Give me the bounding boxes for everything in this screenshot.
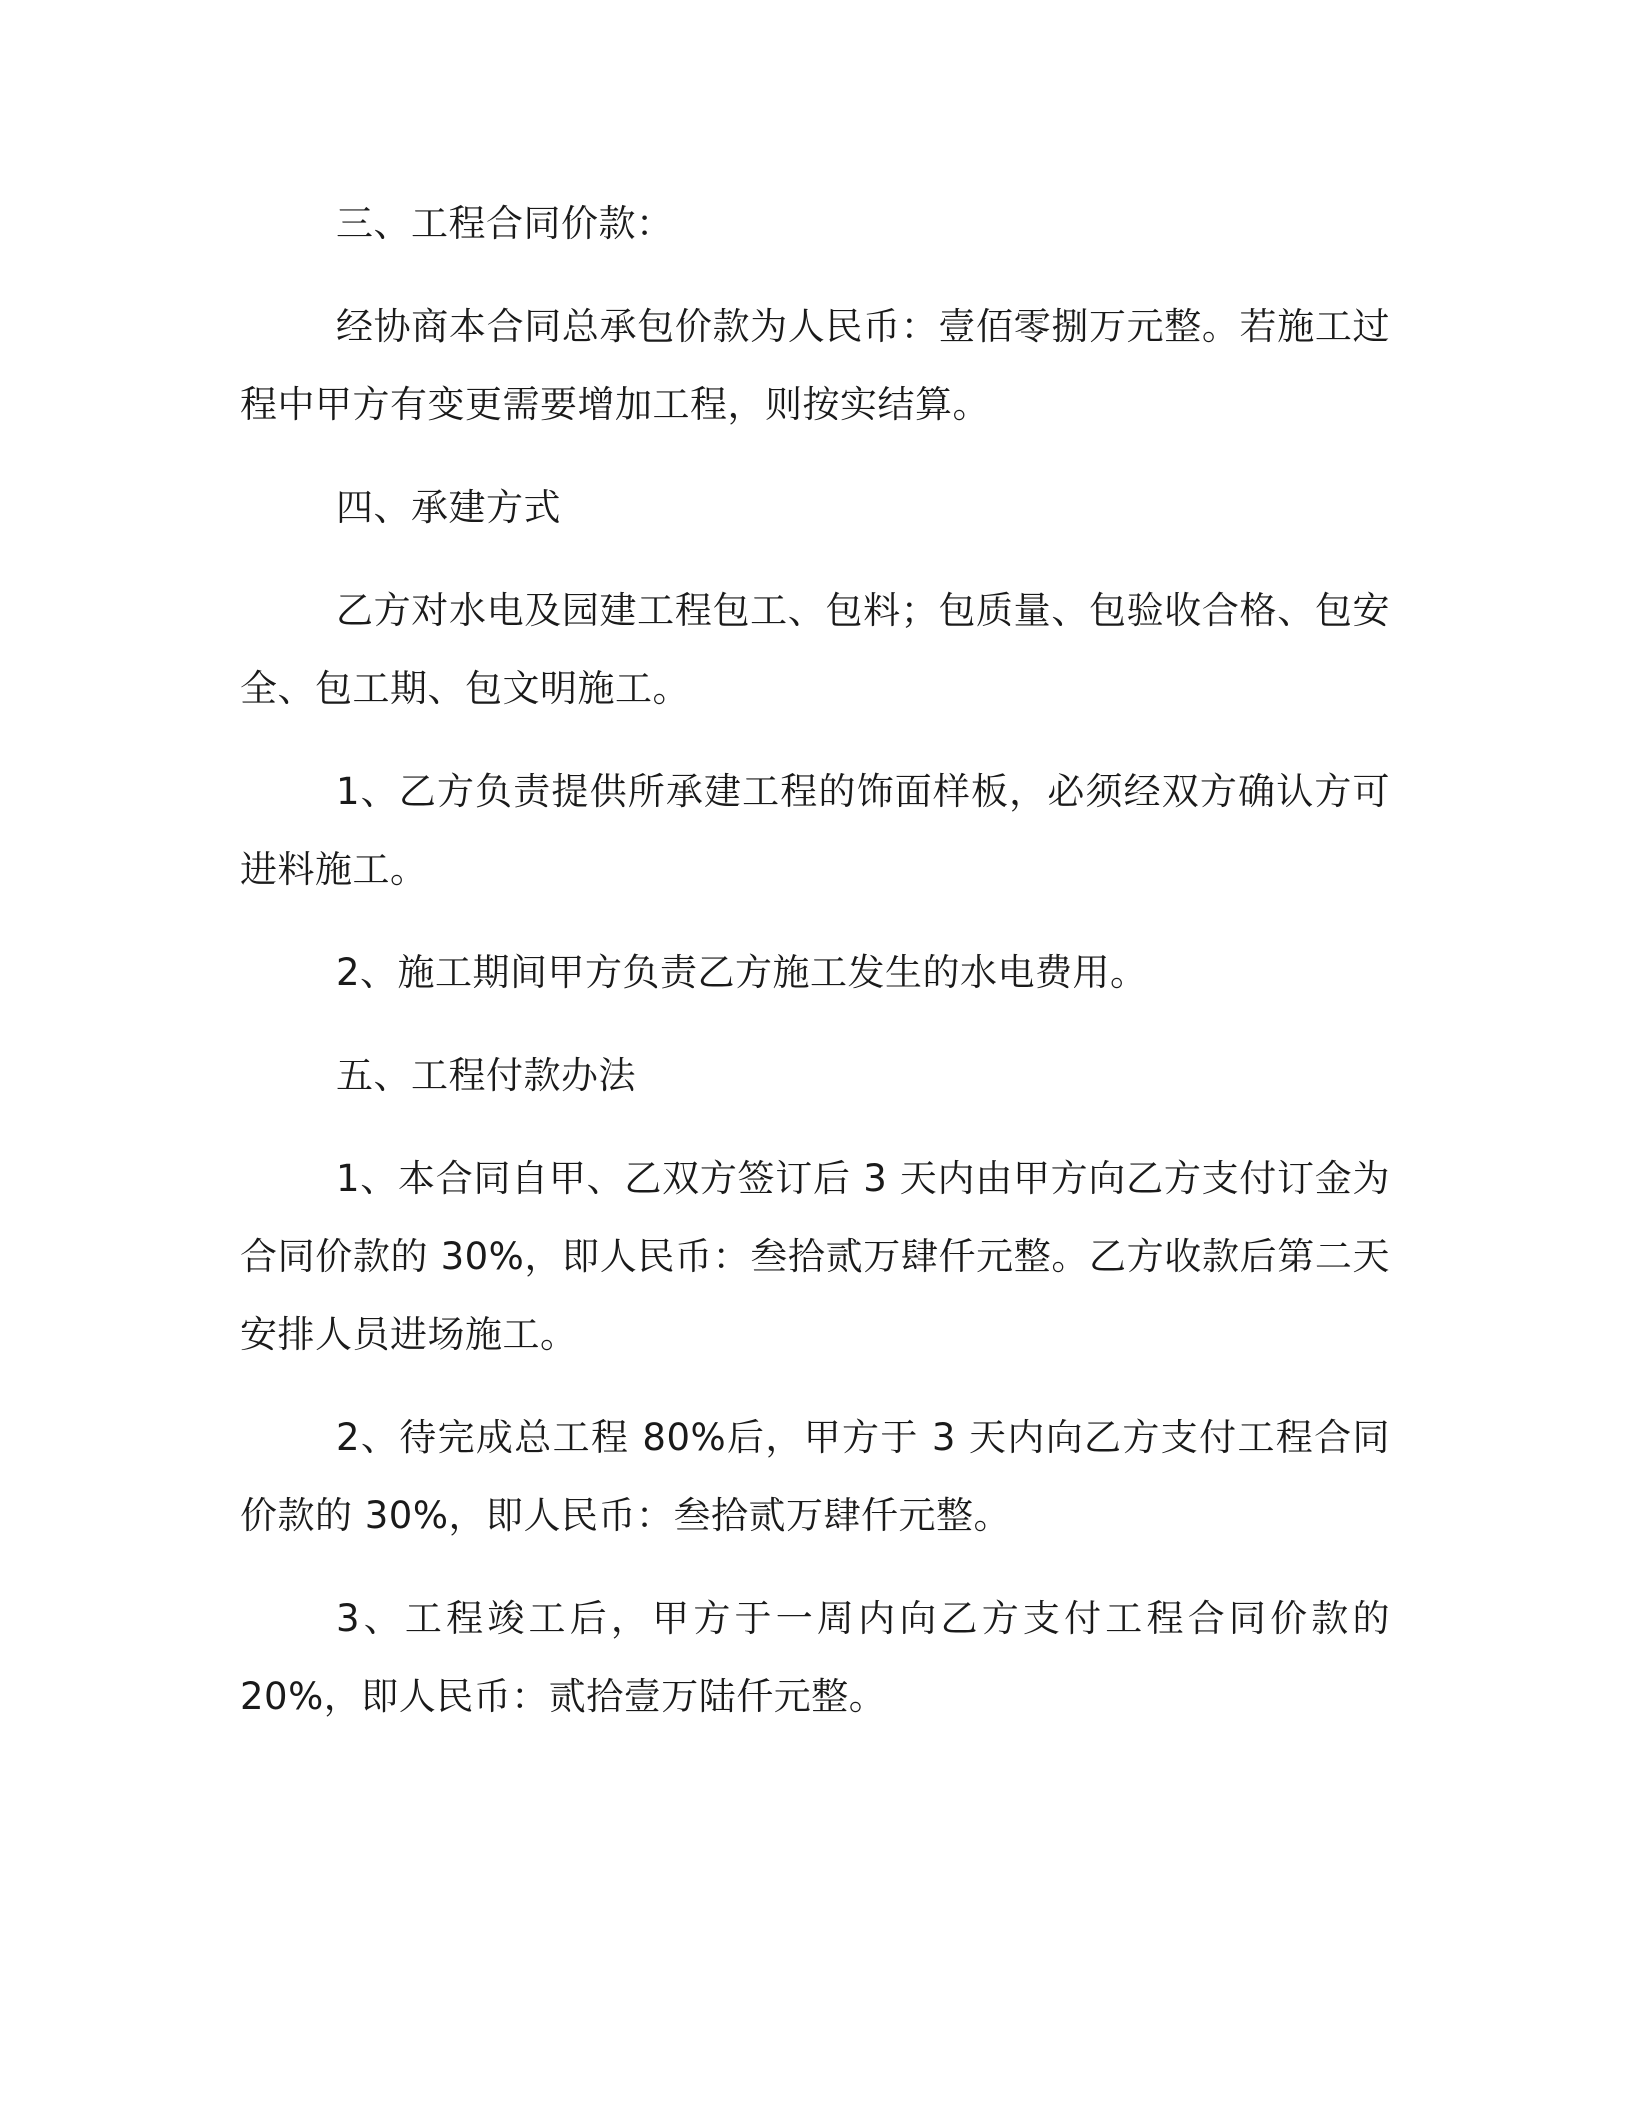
paragraph-payment-deposit: 1、本合同自甲、乙双方签订后 3 天内由甲方向乙方支付订金为合同价款的 30%，即人民币：叁拾贰万肆仟元整。乙方收款后第二天安排人员进场施工。: [240, 1157, 1390, 1356]
paragraph-item-sample-board: 1、乙方负责提供所承建工程的饰面样板，必须经双方确认方可进料施工。: [240, 770, 1390, 891]
section-heading-payment-method: 五、工程付款办法: [336, 1054, 636, 1097]
paragraph-item-utility-costs: 2、施工期间甲方负责乙方施工发生的水电费用。: [336, 951, 1148, 994]
section-heading-contract-price: 三、工程合同价款：: [336, 202, 674, 245]
document-body: [240, 185, 1390, 1761]
paragraph-payment-completion: 3、工程竣工后，甲方于一周内向乙方支付工程合同价款的 20%，即人民币：贰拾壹万陆仟元整。: [240, 1597, 1390, 1718]
section-heading-construction-method: 四、承建方式: [336, 486, 561, 529]
paragraph-total-price: 经协商本合同总承包价款为人民币：壹佰零捌万元整。若施工过程中甲方有变更需要增加工程，则按实结算。: [240, 305, 1390, 426]
paragraph-payment-progress: 2、待完成总工程 80%后，甲方于 3 天内向乙方支付工程合同价款的 30%，即人民币：叁拾贰万肆仟元整。: [240, 1416, 1390, 1537]
paragraph-contract-scope: 乙方对水电及园建工程包工、包料；包质量、包验收合格、包安全、包工期、包文明施工。: [240, 589, 1390, 710]
